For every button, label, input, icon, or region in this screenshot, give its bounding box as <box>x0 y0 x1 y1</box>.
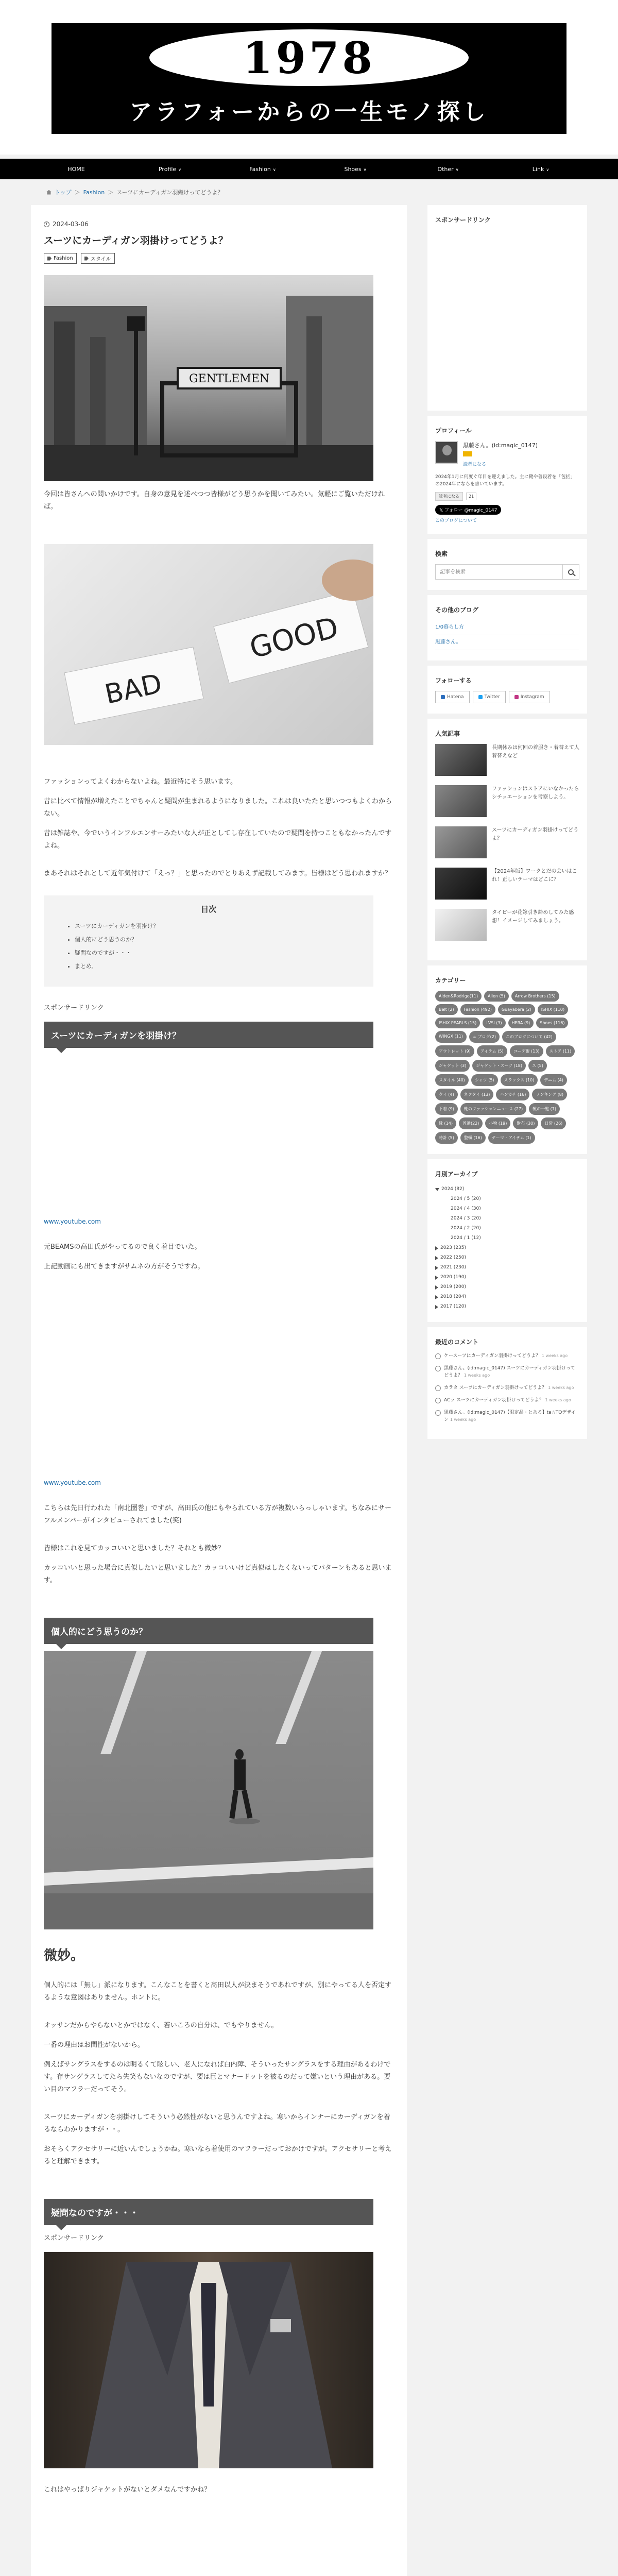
category-chip[interactable]: 下着 (9) <box>435 1103 458 1115</box>
expand-right-icon <box>435 1276 438 1280</box>
paragraph: 一番の理由はお間性がないから。 <box>44 2041 145 2049</box>
paragraph: 上記動画にも出てきますがサムネの方がそうですね。 <box>44 1263 204 1270</box>
widget-title: 人気記事 <box>435 730 460 737</box>
widget-popular <box>427 719 587 960</box>
other-blog-link[interactable]: 黒藤さん。 <box>435 635 579 650</box>
emphasis-text: 微妙。 <box>44 1948 84 1963</box>
popular-thumbnail <box>435 868 487 900</box>
popular-item[interactable]: スーツにカーディガン羽掛けってどうよ？ <box>435 826 579 858</box>
youtube-link[interactable]: www.youtube.com <box>44 1479 101 1486</box>
paragraph: スーツにカーディガンを羽掛けしてそういう必然性がないと思うんですよね。寒いからインナーにカーディガンを着るならわかりますが・・。 <box>44 2113 390 2133</box>
archive-year[interactable]: 2020 (190) <box>435 1273 579 1282</box>
category-chip[interactable]: LVSI (3) <box>483 1018 505 1028</box>
category-chip[interactable]: 靴のファッションニュース (27) <box>460 1103 526 1115</box>
category-chip[interactable]: 靴 (14) <box>435 1117 456 1129</box>
tag-icon <box>47 257 52 261</box>
popular-item[interactable]: タイピーが花嫁引き締めしてみた感想！イメージしてみましょう。 <box>435 909 579 941</box>
tag-fashion[interactable]: Fashion <box>44 253 77 264</box>
section-heading: スーツにカーディガンを羽掛け？ <box>44 1022 373 1048</box>
paragraph: オッサンだからやらないとかではなく、若いころの自分は、でもやりません。 <box>44 2022 278 2029</box>
popular-thumbnail <box>435 826 487 858</box>
post-date-text: 2024-03-06 <box>53 221 89 228</box>
archive-year[interactable]: 2019 (200) <box>435 1282 579 1292</box>
breadcrumb-current: スーツにカーディガン羽織けってどうよ？ <box>116 189 224 196</box>
tag-style[interactable]: スタイル <box>81 253 115 264</box>
profile-description: 2024年1月に何度ぐ年目を迎えました。主に靴や普段着を「包括」の2024年にならを書いています。 <box>435 474 575 487</box>
article-photo-bad-good <box>44 544 373 745</box>
widget-categories <box>427 965 587 1154</box>
widget-search <box>427 539 587 590</box>
sponsor-label: スポンサードリンク <box>44 2234 104 2242</box>
svg-text:GOOD: GOOD <box>246 611 342 666</box>
category-chip[interactable]: 普通(22) <box>459 1117 483 1129</box>
breadcrumb-category-link[interactable]: Fashion <box>83 189 105 196</box>
nav-item-profile[interactable]: Profile ∨ <box>158 165 182 173</box>
widget-other-blogs <box>427 595 587 660</box>
pro-badge <box>463 451 472 456</box>
category-chip[interactable]: Guayabera (2) <box>498 1004 535 1015</box>
widget-title: カテゴリー <box>435 977 466 984</box>
archive-list <box>435 1184 579 1312</box>
category-chip[interactable]: ハンカチ (16) <box>496 1089 529 1100</box>
archive-month[interactable]: 2024 / 4 (30) <box>451 1206 481 1211</box>
toc-item[interactable]: • スーツにカーディガンを羽掛け？ <box>75 920 358 933</box>
category-chip[interactable]: WINGX (11) <box>435 1031 467 1043</box>
nav-item-shoes[interactable]: Shoes ∨ <box>344 165 367 173</box>
profile-name[interactable]: 黒藤さん。(id:magic_0147) <box>463 442 538 449</box>
site-header <box>0 0 618 155</box>
paragraph: 昔に比べて情報が増えたことでちゃんと疑問が生まれるようになりました。これは良いたたと思いつつもよくわからない。 <box>44 798 392 818</box>
about-blog-link[interactable]: このブログについて <box>435 518 477 523</box>
breadcrumb-separator: ＞ <box>108 189 114 196</box>
logo-oval <box>149 29 469 86</box>
svg-text:BAD: BAD <box>102 668 165 710</box>
archive-month[interactable]: 2024 / 1 (12) <box>451 1235 481 1241</box>
category-chip[interactable]: 時計 (5) <box>435 1132 458 1144</box>
breadcrumb <box>0 179 618 205</box>
suit-illustration <box>44 2252 373 2468</box>
category-chip[interactable]: ストア (11) <box>546 1045 575 1057</box>
breadcrumb-home-link[interactable]: トップ <box>55 189 72 196</box>
category-chip[interactable]: ジャケット (3) <box>435 1060 470 1072</box>
search-icon <box>568 569 574 575</box>
user-icon <box>435 1366 441 1371</box>
paragraph: 昔は雑誌や、今でいうインフルエンサーみたいな人が正としてし存在していたので疑問を持つこともなかったんですよね。 <box>44 829 392 850</box>
category-chip[interactable]: 靴の一覧 (7) <box>529 1103 560 1115</box>
expand-right-icon <box>435 1246 438 1250</box>
category-chip[interactable]: コーデ術 (13) <box>510 1045 543 1057</box>
section-heading: 個人的にどう思うのか？ <box>44 1618 373 1644</box>
avatar[interactable] <box>435 441 458 464</box>
global-nav <box>0 159 618 179</box>
reader-count: 21 <box>466 493 476 500</box>
toc-item[interactable]: • 疑問なのですが・・・ <box>75 946 358 960</box>
expand-right-icon <box>435 1305 438 1309</box>
ad-space[interactable] <box>435 230 579 400</box>
paragraph: ファッションってよくわからないよね。最近特にそう思います。 <box>44 778 237 786</box>
article-photo-street-sign <box>44 275 373 481</box>
toc-item[interactable]: • 個人的にどう思うのか？ <box>75 933 358 946</box>
widget-follow <box>427 666 587 714</box>
paragraph: こちらは先日行われた「南北圏巻」ですが、高田氏の他にもやられている方が複数いらっしゃいます。ちなみにサーフルメンバーがインタビューされてました(笑) <box>44 1504 391 1524</box>
breadcrumb-separator: ＞ <box>74 189 80 196</box>
popular-item[interactable]: 長期休みは何回の着服き・着替えて人着替えなど <box>435 744 579 776</box>
instagram-icon <box>514 695 519 699</box>
comment-item[interactable]: 黒藤さん。(id:magic_0147)【限定品・とある】ta☆TOデザイン 1 weeks ago <box>435 1409 579 1423</box>
category-chip[interactable]: 整頓 (16) <box>460 1132 486 1144</box>
archive-year[interactable]: 2017 (120) <box>435 1302 579 1312</box>
paragraph: 個人的には「無し」派になります。こんなことを書くと髙田以人が決まそうであれですが、別にやってる人を否定するような意図はありません。ホントに。 <box>44 1981 391 2002</box>
category-chip[interactable]: スタイル (40) <box>435 1074 469 1086</box>
archive-year[interactable]: 2021 (230) <box>435 1263 579 1273</box>
nav-item-link[interactable]: Link ∨ <box>532 165 550 173</box>
video-embed-area[interactable] <box>44 1048 394 1218</box>
category-chip[interactable]: デニム (4) <box>540 1074 567 1086</box>
popular-item[interactable]: 【2024年版】ワークとだの会いはこれ！正しいテーマはどこに？ <box>435 868 579 900</box>
widget-title: 最近のコメント <box>435 1338 479 1346</box>
clock-icon <box>44 222 49 227</box>
widget-title: プロフィール <box>435 427 472 434</box>
post-date <box>44 221 394 228</box>
twitter-icon <box>478 695 483 699</box>
popular-item[interactable]: ファッションはストアにいなかったらシチュエーションを考察しよう。 <box>435 785 579 817</box>
tag-icon <box>84 257 89 261</box>
article-main <box>31 205 407 2576</box>
user-icon <box>435 1385 441 1391</box>
expand-right-icon <box>435 1256 438 1260</box>
widget-title: 検索 <box>435 550 448 557</box>
toc-item[interactable]: • まとめ。 <box>75 960 358 973</box>
popular-thumbnail <box>435 744 487 776</box>
comment-item[interactable]: ACラ スーツにカーディガン羽掛けってどうよ？ 1 weeks ago <box>435 1397 579 1404</box>
follow-hatena-button[interactable]: Hatena <box>435 691 470 703</box>
nav-item-other[interactable]: Other ∨ <box>437 165 459 173</box>
hatena-reader-button[interactable]: 読者になる <box>435 492 463 501</box>
category-chip[interactable]: Aiden&Rodrigo(11) <box>435 991 482 1002</box>
category-chip[interactable]: タイ (4) <box>435 1089 458 1100</box>
archive-month[interactable]: 2024 / 3 (20) <box>451 1216 481 1221</box>
category-chip[interactable]: ランキング (8) <box>532 1089 567 1100</box>
archive-year[interactable]: 2024 (82) <box>435 1184 579 1194</box>
page-container <box>0 205 618 2576</box>
svg-text:GENTLEMEN: GENTLEMEN <box>188 372 270 385</box>
popular-thumbnail <box>435 785 487 817</box>
article-tags <box>44 253 394 264</box>
category-chip[interactable]: HERA (9) <box>508 1018 534 1028</box>
user-icon <box>435 1353 441 1359</box>
paragraph: おそらくアクセサリーに近いんでしょうかね。寒いなら着使用のマフラーだっておかけですが。アクセサリーと考えると理解できます。 <box>44 2145 392 2165</box>
paragraph: 元BEAMSの高田氏がやってるので良く着目でいた。 <box>44 1243 201 1251</box>
expand-right-icon <box>435 1295 438 1299</box>
user-icon <box>435 1398 441 1403</box>
widget-title: 月別アーカイブ <box>435 1171 478 1178</box>
widget-title: フォローする <box>435 677 472 684</box>
nav-item-fashion[interactable]: Fashion ∨ <box>249 165 276 173</box>
archive-month[interactable]: 2024 / 2 (20) <box>451 1226 481 1231</box>
category-chip[interactable]: ISHIX (110) <box>538 1004 568 1015</box>
table-of-contents <box>44 895 373 987</box>
widget-title: スポンサードリンク <box>435 216 491 224</box>
site-logo-banner[interactable] <box>52 23 566 134</box>
widget-title: その他のブログ <box>435 606 479 614</box>
category-chip[interactable]: ISHIX PEARLS (15) <box>435 1018 480 1028</box>
category-chip[interactable]: ☕ ブログ(2) <box>469 1031 500 1043</box>
category-chip[interactable]: 財布 (30) <box>513 1117 538 1129</box>
paragraph: カッコいいと思った場合に真似したいと思いました？カッコいいけど真似はしたくないってパターンもあると思います。 <box>44 1564 392 1584</box>
category-list <box>435 991 579 1144</box>
follow-instagram-button[interactable]: Instagram <box>509 691 550 703</box>
other-blog-link[interactable]: 1/0暮らし方 <box>435 620 579 635</box>
paragraph: まあそれはそれとして近年気付けて「えっ？」と思ったのでとりあえず記載してみます。皆様はどう思われますか？ <box>44 870 391 877</box>
search-input[interactable] <box>435 564 563 580</box>
paragraph: 例えばサングラスをするのは明るくて眩しい、老人になれば白内障、そういったサングラスをする理由があるわけです。存サングラスしてたら失笑もないなのですが、要は巨とマナードットを被るのだって嫌いという理由がある。要い目のマフラーだってそう。 <box>44 2061 391 2093</box>
category-chip[interactable]: ネクタイ (13) <box>460 1089 494 1100</box>
category-chip[interactable]: ス (5) <box>528 1060 547 1072</box>
man-crossing-illustration <box>44 1651 373 1929</box>
category-chip[interactable]: 小物 (19) <box>485 1117 510 1129</box>
sidebar <box>427 205 587 2576</box>
comment-item[interactable]: カラタ スーツにカーディガン羽掛けってどうよ？ 1 weeks ago <box>435 1384 579 1392</box>
archive-year[interactable]: 2022 (250) <box>435 1253 579 1263</box>
archive-year[interactable]: 2023 (235) <box>435 1243 579 1253</box>
comment-item[interactable]: ケースーツにカーディガン羽掛けってどうよ？ 1 weeks ago <box>435 1352 579 1360</box>
category-chip[interactable]: 日常 (26) <box>541 1117 566 1129</box>
widget-profile <box>427 416 587 534</box>
category-chip[interactable]: アウトレット (9) <box>435 1045 474 1057</box>
section-heading: 疑問なのですが・・・ <box>44 2199 373 2225</box>
category-chip[interactable]: スラックス (10) <box>501 1074 538 1086</box>
paragraph: これはやっぱりジャケットがないとダメなんですかね？ <box>44 2486 211 2494</box>
search-button[interactable] <box>563 564 579 580</box>
video-embed-area[interactable] <box>44 1273 394 1479</box>
toc-title: 目次 <box>200 905 216 914</box>
paragraph: 皆様はこれを見てカッコいいと思いました？それとも微妙？ <box>44 1545 225 1552</box>
street-sign-illustration <box>44 275 373 481</box>
expand-right-icon <box>435 1285 438 1290</box>
paragraph: 今回は皆さんへの問いかけです。自身の意見を述べつつ皆様がどう思うかを聞いてみたい。気軽にご覧いただければ。 <box>44 490 385 511</box>
category-chip[interactable]: Shoes (116) <box>536 1018 568 1028</box>
bad-good-cards-illustration <box>44 544 373 745</box>
youtube-link[interactable]: www.youtube.com <box>44 1218 101 1225</box>
article-photo-man-crossing <box>44 1651 373 1929</box>
popular-thumbnail <box>435 909 487 941</box>
article-photo-suit <box>44 2252 373 2468</box>
article-title: スーツにカーディガン羽掛けってどうよ？ <box>44 235 228 246</box>
category-chip[interactable]: Arrow Brothers (15) <box>511 991 559 1002</box>
category-chip[interactable]: テーマ・アイテム (1) <box>488 1132 535 1144</box>
expand-down-icon <box>435 1188 439 1191</box>
nav-item-home[interactable]: HOME <box>67 165 85 173</box>
category-chip[interactable]: ジャケット・スーツ (18) <box>472 1060 526 1072</box>
profile-reader-link[interactable]: 読者になる <box>463 462 487 467</box>
sponsor-label: スポンサードリンク <box>44 1004 104 1012</box>
widget-archive <box>427 1159 587 1322</box>
expand-right-icon <box>435 1266 438 1270</box>
hatena-icon <box>441 695 445 699</box>
comment-list <box>435 1352 579 1423</box>
follow-twitter-button[interactable]: Twitter <box>473 691 506 703</box>
widget-sponsor <box>427 205 587 411</box>
home-icon <box>46 190 52 195</box>
user-icon <box>435 1410 441 1416</box>
archive-year[interactable]: 2018 (204) <box>435 1292 579 1302</box>
logo-number: 1978 <box>243 32 375 83</box>
category-chip[interactable]: このブログについて (42) <box>502 1031 556 1043</box>
category-chip[interactable]: Belt (2) <box>435 1004 458 1015</box>
logo-subtitle: アラフォーからの一生モノ探し <box>129 99 489 125</box>
widget-comments <box>427 1327 587 1439</box>
category-chip[interactable]: アイテム (5) <box>477 1045 507 1057</box>
category-chip[interactable]: Fashion (492) <box>460 1004 495 1015</box>
category-chip[interactable]: シャツ (5) <box>471 1074 498 1086</box>
archive-month[interactable]: 2024 / 5 (20) <box>451 1196 481 1201</box>
category-chip[interactable]: Allen (5) <box>484 991 509 1002</box>
comment-item[interactable]: 黒藤さん。(id:magic_0147) スーツにカーディガン羽掛けってどうよ？ 1 weeks ago <box>435 1365 579 1379</box>
x-follow-button[interactable]: 𝕏 フォロー @magic_0147 <box>435 505 501 515</box>
